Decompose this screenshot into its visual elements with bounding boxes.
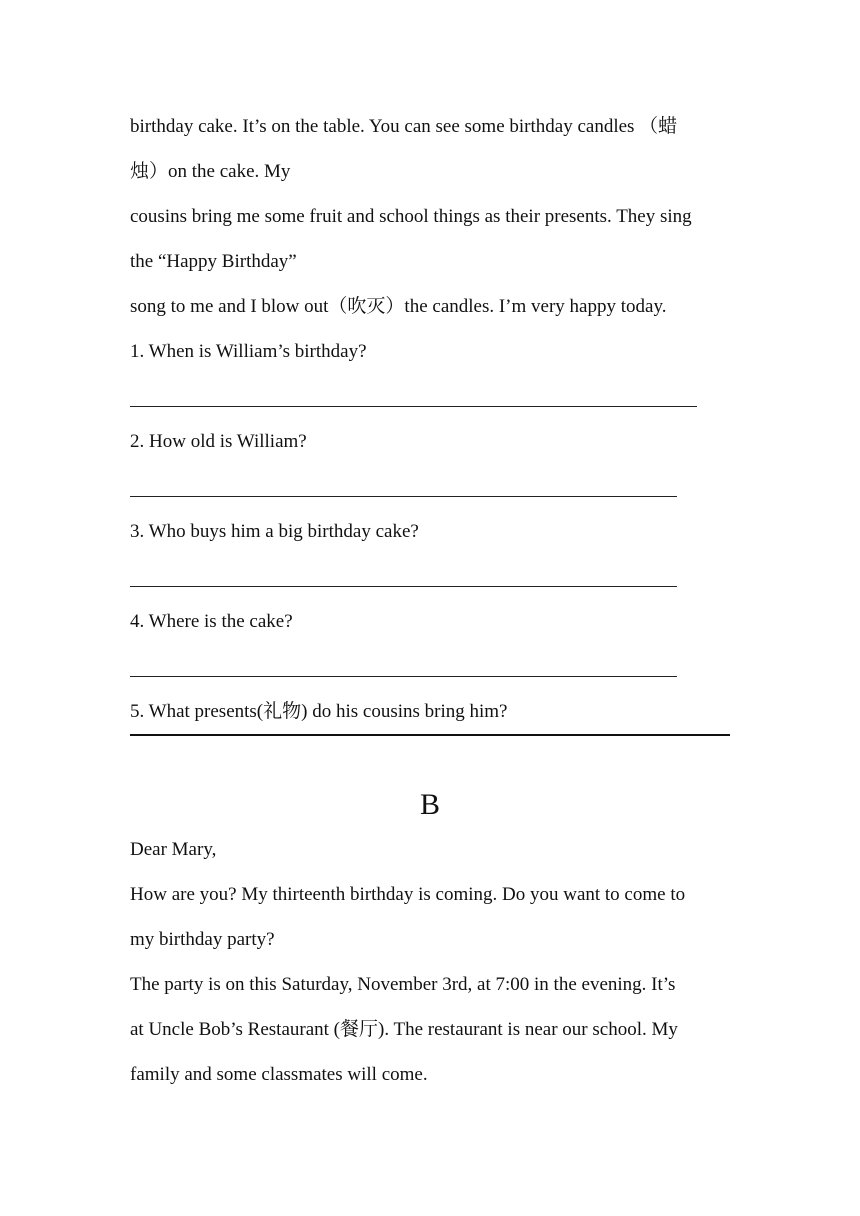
letter-line: How are you? My thirteenth birthday is coming. Do you want to come to [130,884,686,905]
passage-line: birthday cake. It’s on the table. You can see some birthday candles （蜡 [130,116,678,137]
question-1: 1. When is William’s birthday? [130,341,367,362]
passage-line: song to me and I blow out（吹灭）the candles. I’m very happy today. [130,296,667,317]
question-3: 3. Who buys him a big birthday cake? [130,521,419,542]
letter-line: my birthday party? [130,929,275,950]
question-2: 2. How old is William? [130,431,307,452]
section-b-label: B [419,788,440,821]
answer-line-3[interactable] [130,586,677,587]
question-5: 5. What presents(礼物) do his cousins bring him? [130,701,508,722]
question-4: 4. Where is the cake? [130,611,293,632]
letter-line: at Uncle Bob’s Restaurant (餐厅). The restaurant is near our school. My [130,1019,678,1040]
passage-line: 烛）on the cake. My [130,161,291,182]
letter-line: family and some classmates will come. [130,1064,428,1085]
letter-line: The party is on this Saturday, November 3rd, at 7:00 in the evening. It’s [130,974,676,995]
section-divider [130,734,730,736]
answer-line-4[interactable] [130,676,677,677]
answer-line-1[interactable] [130,406,697,407]
passage-line: the “Happy Birthday” [130,251,297,272]
letter-line: Dear Mary, [130,839,217,860]
passage-line: cousins bring me some fruit and school things as their presents. They sing [130,206,692,227]
answer-line-2[interactable] [130,496,677,497]
